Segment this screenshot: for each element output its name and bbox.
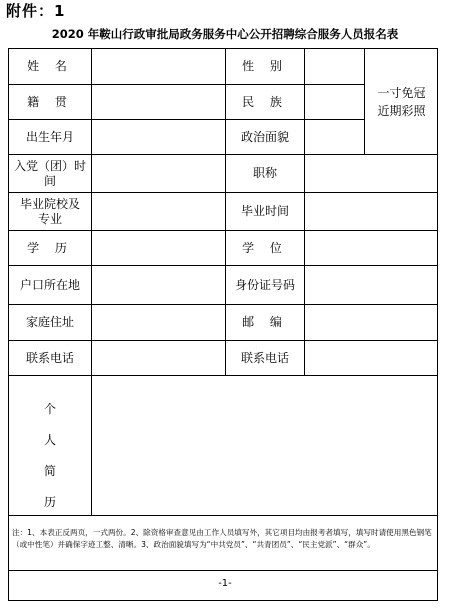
resume-char: 人	[43, 433, 56, 447]
resume-field[interactable]	[92, 376, 438, 515]
education-field[interactable]	[92, 231, 225, 265]
postcode-label: 邮 编	[242, 315, 288, 329]
id-number-field[interactable]	[305, 266, 438, 304]
contact-phone-field[interactable]	[305, 341, 438, 375]
job-title-label: 职称	[252, 166, 277, 180]
gender-label: 性 别	[242, 59, 288, 73]
birth-field[interactable]	[92, 120, 225, 154]
photo-box[interactable]	[365, 84, 438, 120]
page-number: -1-	[218, 578, 232, 589]
education-label: 学 历	[27, 240, 73, 255]
degree-label: 学 位	[242, 240, 288, 255]
address-field[interactable]	[92, 305, 225, 340]
postcode-field[interactable]	[305, 305, 438, 340]
phone-field[interactable]	[92, 341, 225, 375]
photo-caption-line1: 一寸免冠	[377, 86, 426, 100]
name-field[interactable]	[92, 49, 225, 84]
address-label: 家庭住址	[25, 315, 74, 329]
party-join-time-label: 入党（团）时间	[13, 158, 86, 188]
hukou-field[interactable]	[92, 266, 225, 304]
contact-phone-label: 联系电话	[240, 350, 289, 365]
birth-label: 出生年月	[25, 129, 74, 144]
school-major-field[interactable]	[92, 193, 225, 230]
name-label: 姓 名	[27, 59, 73, 73]
resume-char: 个	[43, 402, 56, 416]
school-major-label: 毕业院校及专业	[19, 196, 80, 226]
photo-caption-line2: 近期彩照	[377, 104, 426, 118]
graduation-time-label: 毕业时间	[240, 204, 289, 218]
party-join-time-field[interactable]	[92, 155, 225, 192]
hukou-label: 户口所在地	[20, 277, 81, 292]
job-title-field[interactable]	[305, 155, 438, 192]
form-note: 注：1、本表正反两页，一式两份。2、除资格审查意见由工作人员填写外，其它项目均由报考者填写，填写时请使用黑色钢笔（或中性笔）并确保字迹工整、清晰。3、政治面貌填写为“中共党员”、“共青团员”、“民主党派”、“群众”。	[12, 528, 432, 549]
political-status-label: 政治面貌	[240, 129, 289, 144]
resume-label	[40, 400, 60, 524]
origin-field[interactable]	[92, 85, 225, 119]
attachment-label: 附件：1	[6, 2, 66, 20]
id-number-label: 身份证号码	[234, 277, 295, 292]
origin-label: 籍 贯	[27, 94, 73, 109]
graduation-time-field[interactable]	[305, 193, 438, 230]
row-divider	[8, 515, 438, 516]
resume-char: 历	[43, 495, 56, 509]
row-divider	[8, 570, 438, 571]
ethnicity-field[interactable]	[305, 85, 364, 119]
resume-char: 简	[43, 464, 56, 478]
form-title: 2020 年鞍山行政审批局政务服务中心公开招聘综合服务人员报名表	[51, 27, 399, 41]
ethnicity-label: 民 族	[242, 94, 288, 109]
political-status-field[interactable]	[305, 120, 364, 154]
gender-field[interactable]	[305, 49, 364, 84]
phone-label: 联系电话	[25, 350, 74, 365]
degree-field[interactable]	[305, 231, 438, 265]
